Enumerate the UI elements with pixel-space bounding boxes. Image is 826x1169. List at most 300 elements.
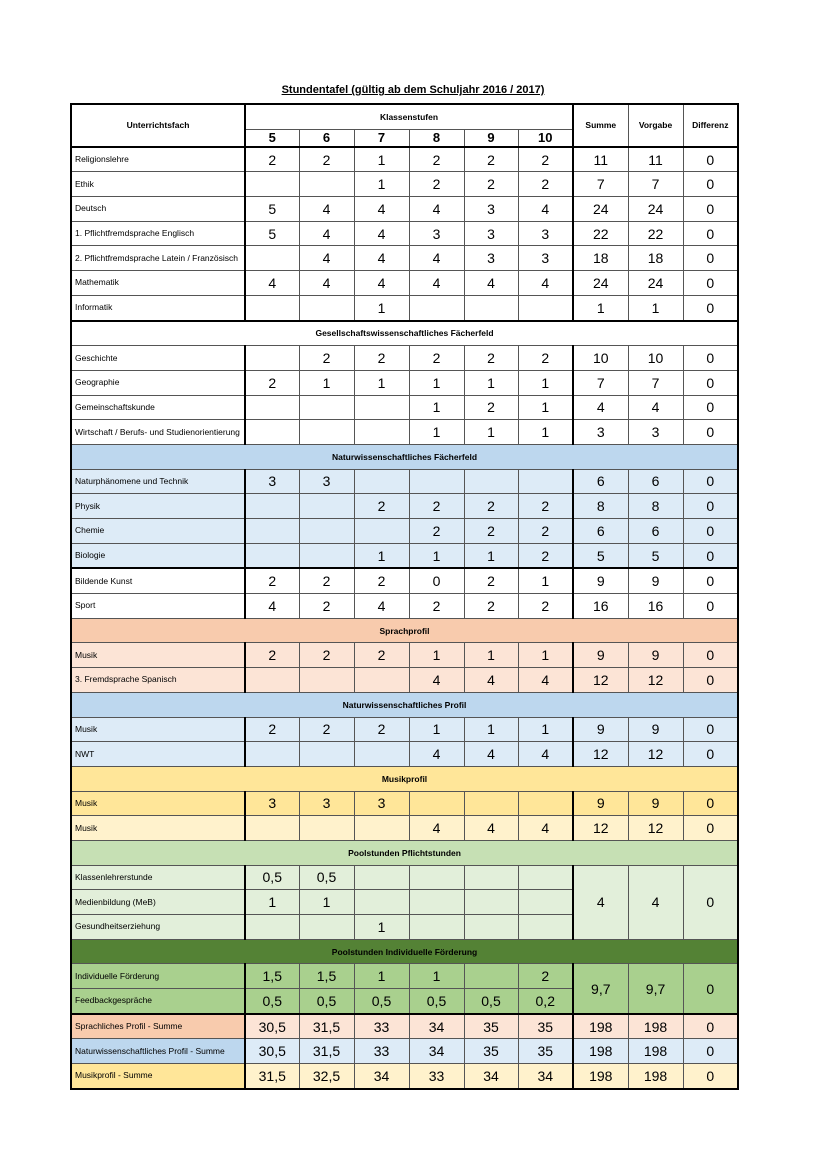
hours-cell (354, 420, 409, 445)
hours-cell: 35 (518, 1014, 573, 1039)
hours-cell: 0,5 (245, 989, 299, 1014)
hours-cell: 2 (245, 643, 299, 668)
hours-cell: 0,5 (299, 865, 354, 890)
hours-cell: 1 (409, 543, 464, 568)
target-cell: 4 (628, 395, 683, 420)
hours-cell: 4 (299, 221, 354, 246)
target-cell: 12 (628, 816, 683, 841)
table-row (71, 246, 738, 271)
subject-label: Chemie (71, 519, 245, 544)
hours-cell: 1 (518, 395, 573, 420)
diff-cell: 0 (683, 643, 738, 668)
target-cell: 7 (628, 370, 683, 395)
hours-cell: 2 (518, 964, 573, 989)
header-level-7: 7 (354, 129, 409, 147)
diff-cell: 0 (683, 246, 738, 271)
table-row (71, 271, 738, 296)
hours-cell: 4 (518, 742, 573, 767)
subject-label: Religionslehre (71, 147, 245, 172)
hours-cell: 2 (518, 519, 573, 544)
hours-cell: 2 (464, 147, 518, 172)
hours-cell: 1 (354, 147, 409, 172)
section-title: Gesellschaftswissenschaftliches Fächerfeld (71, 321, 738, 346)
hours-cell: 31,5 (299, 1039, 354, 1064)
hours-cell: 4 (464, 271, 518, 296)
hours-cell: 33 (354, 1039, 409, 1064)
hours-cell: 2 (518, 594, 573, 619)
hours-cell: 1 (299, 890, 354, 915)
subject-label: Individuelle Förderung (71, 964, 245, 989)
hours-cell: 2 (409, 172, 464, 197)
sum-cell: 4 (573, 395, 628, 420)
hours-cell: 0,5 (299, 989, 354, 1014)
table-row (71, 1014, 738, 1039)
sum-cell: 5 (573, 543, 628, 568)
diff-cell: 0 (683, 197, 738, 222)
sum-cell: 6 (573, 469, 628, 494)
target-cell: 4 (628, 865, 683, 939)
hours-cell: 4 (409, 742, 464, 767)
sum-cell: 18 (573, 246, 628, 271)
table-row (71, 469, 738, 494)
hours-cell (299, 816, 354, 841)
hours-cell (518, 890, 573, 915)
target-cell: 9 (628, 717, 683, 742)
hours-cell: 4 (518, 197, 573, 222)
hours-cell: 1 (245, 890, 299, 915)
section-row (71, 618, 738, 643)
hours-cell: 2 (354, 568, 409, 593)
sum-cell: 9,7 (573, 964, 628, 1014)
target-cell: 24 (628, 197, 683, 222)
subject-label: Biologie (71, 543, 245, 568)
diff-cell: 0 (683, 1014, 738, 1039)
hours-cell: 34 (354, 1064, 409, 1089)
hours-cell (518, 469, 573, 494)
target-cell: 9 (628, 643, 683, 668)
hours-cell: 5 (245, 221, 299, 246)
hours-cell: 0 (409, 568, 464, 593)
hours-cell (299, 519, 354, 544)
subject-label: 3. Fremdsprache Spanisch (71, 668, 245, 693)
hours-cell: 3 (464, 197, 518, 222)
hours-cell (245, 246, 299, 271)
hours-cell: 2 (354, 494, 409, 519)
hours-cell: 4 (409, 271, 464, 296)
hours-cell (354, 816, 409, 841)
subject-label: Medienbildung (MeB) (71, 890, 245, 915)
hours-cell: 2 (299, 643, 354, 668)
table-row (71, 1064, 738, 1089)
hours-cell (299, 668, 354, 693)
table-row (71, 717, 738, 742)
target-cell: 12 (628, 742, 683, 767)
diff-cell: 0 (683, 147, 738, 172)
section-row (71, 692, 738, 717)
subject-label: Musik (71, 816, 245, 841)
hours-cell: 2 (464, 172, 518, 197)
hours-cell: 1 (409, 643, 464, 668)
target-cell: 198 (628, 1039, 683, 1064)
header-level-5: 5 (245, 129, 299, 147)
hours-cell (245, 295, 299, 320)
subject-label: Ethik (71, 172, 245, 197)
sum-cell: 11 (573, 147, 628, 172)
hours-cell (518, 915, 573, 940)
hours-cell (354, 395, 409, 420)
hours-cell (245, 915, 299, 940)
table-row (71, 370, 738, 395)
hours-cell: 5 (245, 197, 299, 222)
diff-cell: 0 (683, 295, 738, 320)
subject-label: Klassenlehrerstunde (71, 865, 245, 890)
diff-cell: 0 (683, 594, 738, 619)
target-cell: 7 (628, 172, 683, 197)
subject-label: Naturphänomene und Technik (71, 469, 245, 494)
subject-label: Geschichte (71, 346, 245, 371)
sum-cell: 4 (573, 865, 628, 939)
hours-cell: 1,5 (299, 964, 354, 989)
hours-cell (518, 865, 573, 890)
hours-cell: 32,5 (299, 1064, 354, 1089)
table-row (71, 197, 738, 222)
sum-cell: 12 (573, 742, 628, 767)
hours-cell: 1 (518, 370, 573, 395)
hours-cell: 4 (245, 594, 299, 619)
sum-cell: 7 (573, 172, 628, 197)
hours-cell: 2 (245, 717, 299, 742)
table-row (71, 964, 738, 989)
hours-cell: 2 (464, 346, 518, 371)
header-row (71, 104, 738, 129)
timetable (70, 103, 739, 1090)
target-cell: 18 (628, 246, 683, 271)
hours-cell: 4 (518, 271, 573, 296)
target-cell: 24 (628, 271, 683, 296)
target-cell: 5 (628, 543, 683, 568)
target-cell: 9,7 (628, 964, 683, 1014)
hours-cell: 2 (518, 346, 573, 371)
sum-cell: 9 (573, 568, 628, 593)
sum-cell: 9 (573, 717, 628, 742)
subject-label: Musik (71, 717, 245, 742)
sum-cell: 198 (573, 1014, 628, 1039)
diff-cell: 0 (683, 420, 738, 445)
hours-cell: 0,5 (409, 989, 464, 1014)
hours-cell (409, 915, 464, 940)
hours-cell (299, 494, 354, 519)
hours-cell (464, 964, 518, 989)
hours-cell: 0,2 (518, 989, 573, 1014)
hours-cell: 4 (354, 594, 409, 619)
hours-cell: 1 (409, 964, 464, 989)
hours-cell: 1 (299, 370, 354, 395)
hours-cell: 1 (354, 915, 409, 940)
hours-cell (464, 890, 518, 915)
sum-cell: 7 (573, 370, 628, 395)
table-row (71, 791, 738, 816)
hours-cell: 0,5 (464, 989, 518, 1014)
table-row (71, 543, 738, 568)
diff-cell: 0 (683, 395, 738, 420)
target-cell: 198 (628, 1064, 683, 1089)
hours-cell: 2 (464, 494, 518, 519)
hours-cell (464, 469, 518, 494)
hours-cell (299, 915, 354, 940)
hours-cell (245, 395, 299, 420)
header-target: Vorgabe (628, 104, 683, 147)
hours-cell: 2 (518, 172, 573, 197)
table-row (71, 668, 738, 693)
sum-cell: 198 (573, 1039, 628, 1064)
hours-cell: 2 (299, 568, 354, 593)
subject-label: Sport (71, 594, 245, 619)
diff-cell: 0 (683, 494, 738, 519)
header-sum: Summe (573, 104, 628, 147)
hours-cell: 2 (409, 147, 464, 172)
sum-cell: 6 (573, 519, 628, 544)
hours-cell: 1 (464, 543, 518, 568)
hours-cell: 1 (464, 717, 518, 742)
diff-cell: 0 (683, 742, 738, 767)
hours-cell: 2 (299, 717, 354, 742)
hours-cell (464, 865, 518, 890)
hours-cell (409, 295, 464, 320)
hours-cell (409, 865, 464, 890)
hours-cell (518, 791, 573, 816)
hours-cell: 4 (299, 246, 354, 271)
hours-cell: 35 (464, 1014, 518, 1039)
hours-cell: 0,5 (354, 989, 409, 1014)
diff-cell: 0 (683, 469, 738, 494)
target-cell: 9 (628, 791, 683, 816)
hours-cell: 3 (409, 221, 464, 246)
hours-cell: 3 (354, 791, 409, 816)
hours-cell: 1 (518, 568, 573, 593)
diff-cell: 0 (683, 717, 738, 742)
subject-label: Geographie (71, 370, 245, 395)
section-row (71, 939, 738, 964)
table-row (71, 643, 738, 668)
hours-cell: 4 (464, 816, 518, 841)
hours-cell: 30,5 (245, 1014, 299, 1039)
target-cell: 11 (628, 147, 683, 172)
subject-label: Gemeinschaftskunde (71, 395, 245, 420)
table-row (71, 494, 738, 519)
hours-cell: 4 (518, 668, 573, 693)
header-diff: Differenz (683, 104, 738, 147)
hours-cell (354, 668, 409, 693)
hours-cell: 2 (409, 519, 464, 544)
sum-cell: 22 (573, 221, 628, 246)
hours-cell: 2 (299, 147, 354, 172)
sum-cell: 1 (573, 295, 628, 320)
hours-cell: 1 (464, 370, 518, 395)
hours-cell: 4 (245, 271, 299, 296)
table-row (71, 865, 738, 890)
hours-cell (464, 915, 518, 940)
hours-cell: 2 (354, 346, 409, 371)
section-row (71, 444, 738, 469)
hours-cell: 33 (354, 1014, 409, 1039)
hours-cell: 31,5 (245, 1064, 299, 1089)
section-row (71, 321, 738, 346)
hours-cell: 35 (464, 1039, 518, 1064)
hours-cell: 35 (518, 1039, 573, 1064)
hours-cell: 4 (299, 197, 354, 222)
hours-cell: 2 (409, 346, 464, 371)
hours-cell (299, 395, 354, 420)
sum-cell: 9 (573, 643, 628, 668)
hours-cell: 2 (299, 346, 354, 371)
section-row (71, 840, 738, 865)
target-cell: 12 (628, 668, 683, 693)
hours-cell: 34 (518, 1064, 573, 1089)
hours-cell: 3 (518, 221, 573, 246)
hours-cell (245, 519, 299, 544)
table-row (71, 816, 738, 841)
hours-cell: 1 (464, 643, 518, 668)
hours-cell: 1 (409, 395, 464, 420)
target-cell: 3 (628, 420, 683, 445)
sum-cell: 12 (573, 668, 628, 693)
hours-cell (409, 469, 464, 494)
hours-cell: 2 (409, 494, 464, 519)
hours-cell: 2 (354, 643, 409, 668)
target-cell: 9 (628, 568, 683, 593)
subject-label: Wirtschaft / Berufs- und Studienorientierung (71, 420, 245, 445)
hours-cell: 1 (409, 717, 464, 742)
hours-cell: 1 (409, 370, 464, 395)
subject-label: Feedbackgespräche (71, 989, 245, 1014)
hours-cell: 3 (299, 469, 354, 494)
hours-cell: 3 (245, 469, 299, 494)
subject-label: Gesundheitserziehung (71, 915, 245, 940)
header-level-8: 8 (409, 129, 464, 147)
diff-cell: 0 (683, 865, 738, 939)
table-row (71, 1039, 738, 1064)
hours-cell: 4 (354, 271, 409, 296)
target-cell: 22 (628, 221, 683, 246)
header-level-6: 6 (299, 129, 354, 147)
section-title: Musikprofil (71, 766, 738, 791)
hours-cell: 30,5 (245, 1039, 299, 1064)
hours-cell: 1,5 (245, 964, 299, 989)
hours-cell (299, 543, 354, 568)
diff-cell: 0 (683, 1064, 738, 1089)
sum-cell: 8 (573, 494, 628, 519)
diff-cell: 0 (683, 543, 738, 568)
header-level-10: 10 (518, 129, 573, 147)
hours-cell: 1 (354, 370, 409, 395)
hours-cell (464, 295, 518, 320)
subject-label: Naturwissenschaftliches Profil - Summe (71, 1039, 245, 1064)
hours-cell: 4 (464, 742, 518, 767)
hours-cell: 2 (464, 519, 518, 544)
hours-cell: 3 (464, 246, 518, 271)
table-row (71, 346, 738, 371)
hours-cell (354, 519, 409, 544)
document-title: Stundentafel (gültig ab dem Schuljahr 2016 / 2017) (281, 84, 545, 96)
subject-label: Musik (71, 643, 245, 668)
diff-cell: 0 (683, 964, 738, 1014)
hours-cell: 34 (409, 1014, 464, 1039)
hours-cell: 34 (409, 1039, 464, 1064)
hours-cell (354, 469, 409, 494)
section-row (71, 766, 738, 791)
sum-cell: 24 (573, 197, 628, 222)
table-row (71, 221, 738, 246)
diff-cell: 0 (683, 791, 738, 816)
subject-label: 1. Pflichtfremdsprache Englisch (71, 221, 245, 246)
section-title: Sprachprofil (71, 618, 738, 643)
hours-cell (245, 816, 299, 841)
hours-cell (299, 742, 354, 767)
sum-cell: 10 (573, 346, 628, 371)
hours-cell: 4 (409, 246, 464, 271)
hours-cell: 4 (354, 197, 409, 222)
target-cell: 16 (628, 594, 683, 619)
hours-cell: 4 (354, 246, 409, 271)
hours-cell: 2 (245, 370, 299, 395)
section-title: Naturwissenschaftliches Profil (71, 692, 738, 717)
table-row (71, 172, 738, 197)
target-cell: 198 (628, 1014, 683, 1039)
diff-cell: 0 (683, 346, 738, 371)
hours-cell (354, 742, 409, 767)
target-cell: 6 (628, 519, 683, 544)
hours-cell: 31,5 (299, 1014, 354, 1039)
hours-cell: 4 (299, 271, 354, 296)
diff-cell: 0 (683, 271, 738, 296)
hours-cell: 2 (464, 395, 518, 420)
hours-cell: 2 (518, 543, 573, 568)
subject-label: 2. Pflichtfremdsprache Latein / Französisch (71, 246, 245, 271)
diff-cell: 0 (683, 568, 738, 593)
hours-cell: 1 (409, 420, 464, 445)
hours-cell (409, 890, 464, 915)
hours-cell (464, 791, 518, 816)
diff-cell: 0 (683, 668, 738, 693)
header-subject: Unterrichtsfach (71, 104, 245, 147)
hours-cell (354, 890, 409, 915)
subject-label: Bildende Kunst (71, 568, 245, 593)
hours-cell: 2 (409, 594, 464, 619)
hours-cell (299, 295, 354, 320)
subject-label: Musikprofil - Summe (71, 1064, 245, 1089)
hours-cell: 3 (518, 246, 573, 271)
subject-label: Mathematik (71, 271, 245, 296)
hours-cell: 0,5 (245, 865, 299, 890)
subject-label: Informatik (71, 295, 245, 320)
hours-cell: 3 (464, 221, 518, 246)
hours-cell (245, 420, 299, 445)
subject-label: Sprachliches Profil - Summe (71, 1014, 245, 1039)
hours-cell: 4 (409, 668, 464, 693)
table-row (71, 594, 738, 619)
hours-cell: 34 (464, 1064, 518, 1089)
hours-cell: 1 (354, 964, 409, 989)
diff-cell: 0 (683, 370, 738, 395)
section-title: Naturwissenschaftliches Fächerfeld (71, 444, 738, 469)
hours-cell: 1 (354, 172, 409, 197)
hours-cell: 4 (354, 221, 409, 246)
diff-cell: 0 (683, 172, 738, 197)
subject-label: Physik (71, 494, 245, 519)
hours-cell: 4 (518, 816, 573, 841)
hours-cell: 1 (518, 717, 573, 742)
table-row (71, 742, 738, 767)
